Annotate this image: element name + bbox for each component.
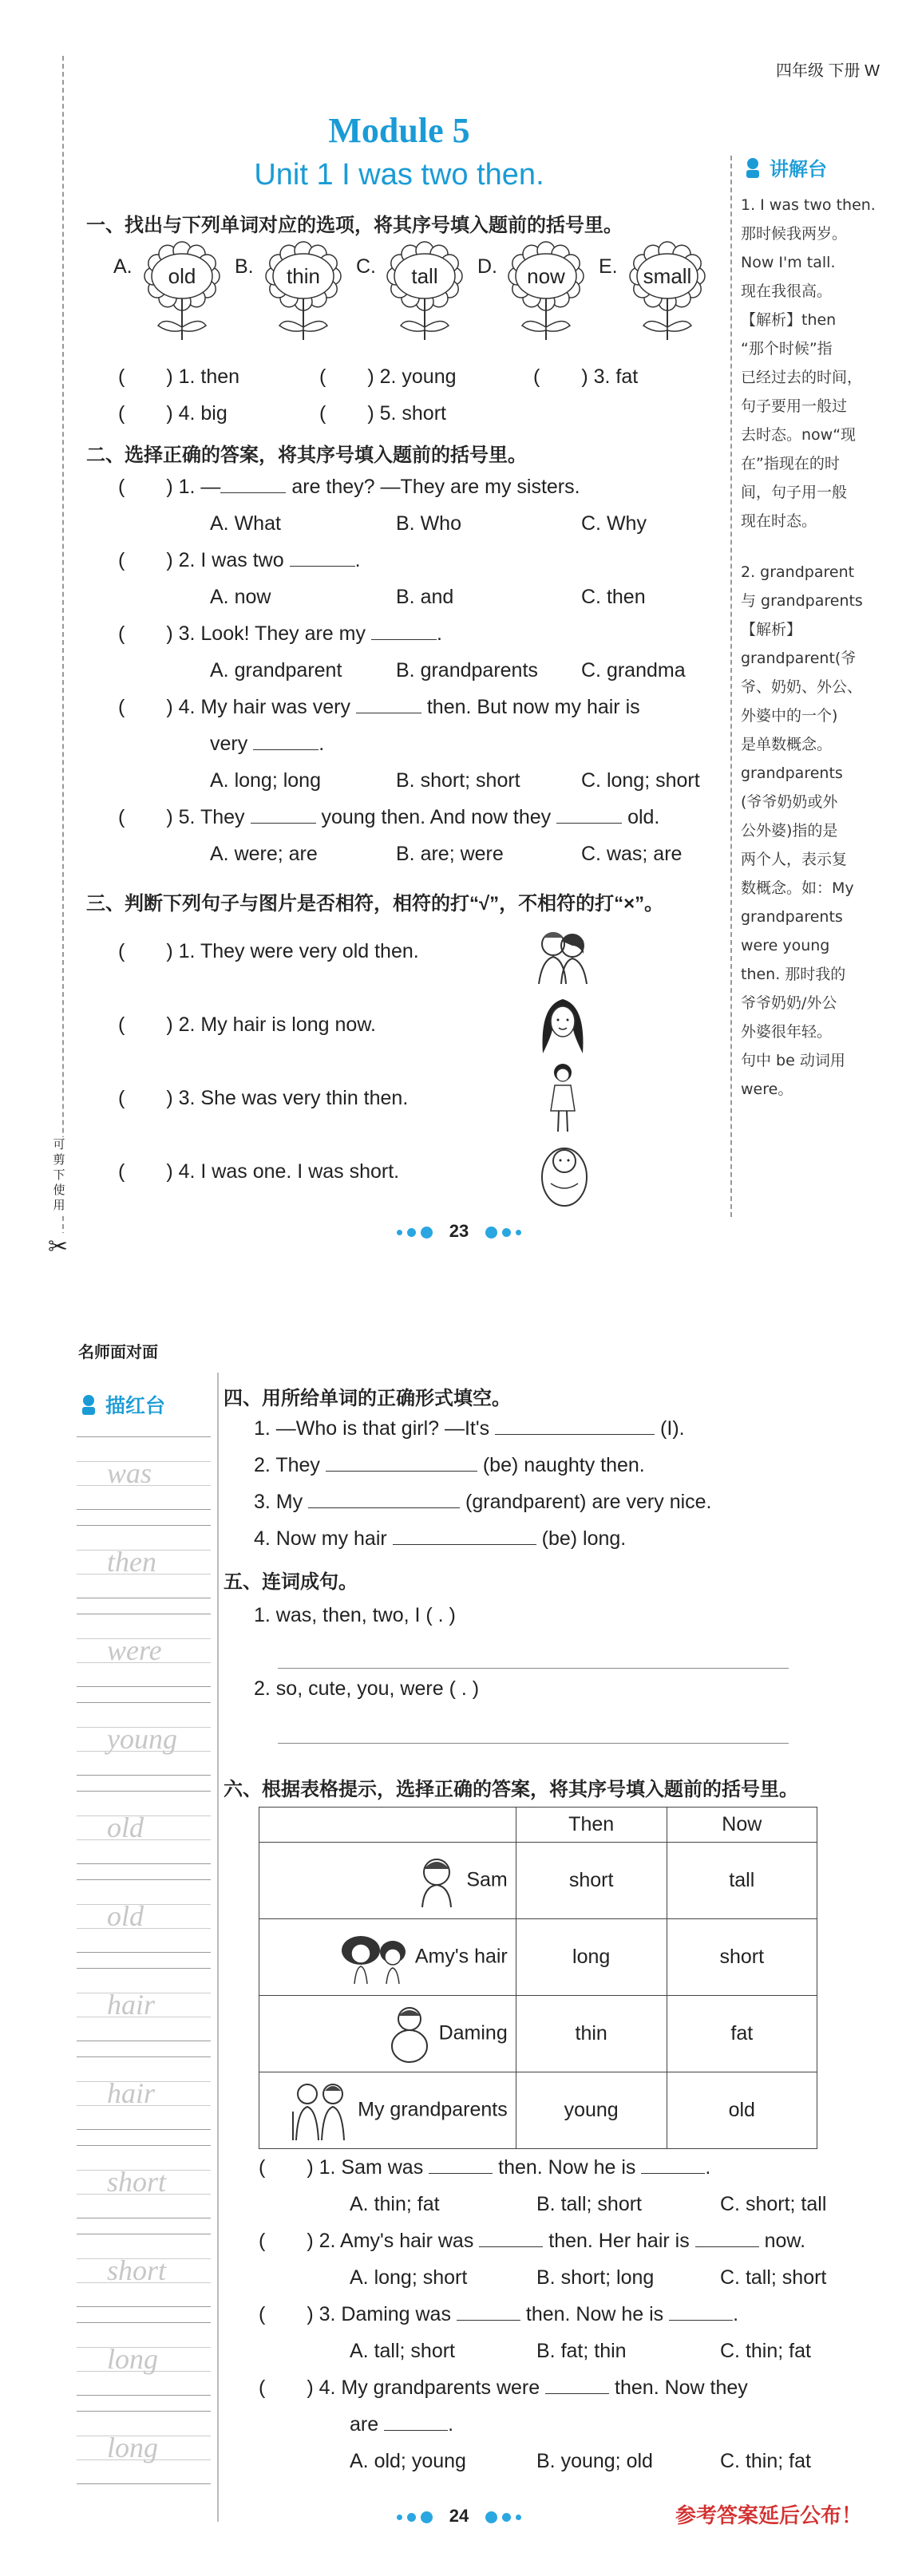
trace-word: were bbox=[107, 1634, 162, 1666]
s3-item-3: ( ) 3. She was very thin then. bbox=[118, 1087, 409, 1109]
q-text: then. Her hair is bbox=[543, 2230, 690, 2252]
q-text: 4. My grandparents were bbox=[319, 2376, 540, 2399]
answer-blank[interactable] bbox=[545, 2393, 609, 2394]
trace-panel bbox=[77, 1436, 211, 2499]
q-text: . bbox=[319, 733, 325, 755]
explanation-line: 句子要用一般过 bbox=[741, 397, 848, 415]
baby-picture bbox=[536, 1137, 592, 1209]
q-text: . bbox=[705, 2156, 711, 2179]
table-header-cell: Now bbox=[667, 1808, 817, 1843]
explanation-line: 【解析】 bbox=[741, 621, 802, 638]
option-b: B. Who bbox=[396, 512, 461, 535]
option-c: C. tall; short bbox=[720, 2266, 827, 2289]
q-text: (grandparent) are very nice. bbox=[460, 1491, 712, 1513]
s6-q3: ( ) 3. Daming was then. Now he is . bbox=[259, 2303, 739, 2325]
explanation-line: 去时态。now“现 bbox=[741, 426, 857, 444]
explanation-line: 句中 be 动词用 bbox=[741, 1052, 845, 1069]
dots-right bbox=[483, 1221, 524, 1241]
answer-blank[interactable] bbox=[220, 492, 286, 493]
guide-line bbox=[77, 1952, 211, 1953]
column-divider bbox=[217, 1373, 219, 2522]
q-text: 3. She was very thin then. bbox=[178, 1087, 409, 1109]
dots-right bbox=[483, 2506, 524, 2526]
q-text: 1. — bbox=[178, 476, 221, 498]
s5-item-2: 2. so, cute, you, were ( . ) bbox=[254, 1677, 480, 1700]
answer-blank[interactable] bbox=[393, 1544, 536, 1545]
flower-word: old bbox=[168, 264, 196, 288]
panel-header bbox=[741, 153, 904, 181]
q-text: (I). bbox=[655, 1417, 685, 1440]
name-label: Daming bbox=[438, 2021, 508, 2045]
flower-word: now bbox=[527, 264, 565, 288]
s6-q1: ( ) 1. Sam was then. Now he is . bbox=[259, 2156, 711, 2179]
table-name-cell bbox=[259, 1843, 516, 1919]
answer-blank[interactable] bbox=[371, 639, 437, 640]
q-text: then. Now he is bbox=[520, 2303, 664, 2325]
page-number-text: 24 bbox=[449, 2506, 469, 2526]
trace-word: short bbox=[107, 2254, 167, 2286]
grandparents-icon bbox=[288, 2080, 352, 2142]
table-row bbox=[259, 1843, 817, 1919]
explanation-line: 两个人，表示复 bbox=[741, 851, 848, 868]
explanation-line: grandparents bbox=[741, 908, 843, 926]
q-text: 4. My hair was very bbox=[178, 696, 350, 718]
page-number bbox=[0, 1221, 918, 1242]
explanation-line: 公外婆)指的是 bbox=[741, 822, 838, 840]
flower-icon bbox=[259, 239, 348, 343]
answer-blank[interactable] bbox=[556, 823, 622, 824]
thin-girl-picture bbox=[543, 1061, 583, 1137]
q-text: 1. Sam was bbox=[319, 2156, 424, 2179]
answer-blank[interactable] bbox=[641, 2173, 705, 2174]
s1-row1c: ( ) 3. fat bbox=[533, 365, 639, 388]
option-letter: E. bbox=[599, 255, 618, 278]
trace-word: short bbox=[107, 2166, 167, 2198]
s1-item-4: 4. big bbox=[178, 402, 228, 425]
trace-row[interactable] bbox=[77, 1525, 211, 1614]
trace-word: hair bbox=[107, 2077, 156, 2109]
answer-blank[interactable] bbox=[253, 749, 319, 750]
trace-panel-header bbox=[77, 1390, 165, 1419]
explanation-line: 外婆中的一个) bbox=[741, 707, 838, 725]
option-b: B. and bbox=[396, 586, 454, 608]
q-text: 1. They were very old then. bbox=[178, 940, 419, 962]
section6-title: 六、根据表格提示，选择正确的答案，将其序号填入题前的括号里。 bbox=[224, 1779, 798, 1800]
explanation-line: 外婆很年轻。 bbox=[741, 1023, 833, 1041]
answer-blank[interactable] bbox=[429, 2173, 493, 2174]
grade-label: 四年级 下册 W bbox=[776, 62, 880, 80]
guide-line bbox=[77, 2129, 211, 2130]
answer-blank[interactable] bbox=[251, 823, 316, 824]
answer-blank[interactable] bbox=[384, 2430, 448, 2431]
s2-q4: ( ) 4. My hair was very then. But now my hair is bbox=[118, 696, 640, 718]
table-header-cell bbox=[259, 1808, 516, 1843]
panel-text bbox=[741, 191, 904, 1104]
now-cell: fat bbox=[667, 1996, 817, 2072]
option-b: B. fat; thin bbox=[536, 2340, 627, 2362]
option-a: A. long; short bbox=[350, 2266, 468, 2289]
answer-blank[interactable] bbox=[290, 566, 355, 567]
explanation-panel bbox=[741, 153, 904, 1104]
flower-icon bbox=[380, 239, 469, 343]
explanation-line: 是单数概念。 bbox=[741, 736, 833, 753]
s4-item-1 bbox=[254, 1417, 685, 1440]
explanation-line: 现在时态。 bbox=[741, 512, 817, 530]
s4-item-3 bbox=[254, 1491, 712, 1514]
flower-icon bbox=[501, 239, 591, 343]
flower-word: small bbox=[643, 264, 692, 288]
table-name-cell bbox=[259, 1919, 516, 1996]
explanation-line: (爷爷奶奶或外 bbox=[741, 793, 838, 811]
flower-icon bbox=[623, 239, 712, 343]
explanation-line: were。 bbox=[741, 1081, 793, 1098]
trace-row[interactable] bbox=[77, 2234, 211, 2322]
answer-blank[interactable] bbox=[326, 1471, 477, 1472]
s6-q4: ( ) 4. My grandparents were then. Now they bbox=[259, 2376, 748, 2399]
explanation-line: 在”指现在的时 bbox=[741, 455, 840, 472]
name-label: Amy's hair bbox=[414, 1945, 508, 1968]
s1-row2: ( ) 4. big bbox=[118, 402, 228, 425]
trace-row[interactable] bbox=[77, 1702, 211, 1791]
s1-row1b: ( ) 2. young bbox=[319, 365, 457, 388]
trace-row[interactable] bbox=[77, 1879, 211, 1968]
option-b: B. tall; short bbox=[536, 2193, 642, 2215]
s2-q5: ( ) 5. They young then. And now they old. bbox=[118, 806, 660, 828]
table-row bbox=[259, 1996, 817, 2072]
guide-line bbox=[77, 2395, 211, 2396]
section1-title: 一、找出与下列单词对应的选项，将其序号填入题前的括号里。 bbox=[86, 215, 623, 236]
trace-word: long bbox=[107, 2343, 159, 2375]
flower-options bbox=[113, 239, 728, 359]
section5-title: 五、连词成句。 bbox=[224, 1571, 358, 1593]
q-text: 5. They bbox=[178, 806, 245, 828]
explanation-line: 爷爷奶奶/外公 bbox=[741, 994, 837, 1012]
q-text: . bbox=[448, 2413, 454, 2436]
then-cell: short bbox=[516, 1843, 667, 1919]
then-cell: thin bbox=[516, 1996, 667, 2072]
s1-row2b: ( ) 5. short bbox=[319, 402, 446, 425]
s4-item-4 bbox=[254, 1527, 626, 1551]
s3-item-2: ( ) 2. My hair is long now. bbox=[118, 1013, 376, 1036]
trace-row[interactable] bbox=[77, 2322, 211, 2411]
guide-line bbox=[77, 1509, 211, 1510]
cut-hint: 可剪下使用 bbox=[51, 1137, 67, 1213]
explanation-line: 爷、奶奶、外公、 bbox=[741, 678, 863, 696]
table-header-row bbox=[259, 1808, 817, 1843]
q-text: old. bbox=[622, 806, 660, 828]
option-b: B. short; short bbox=[396, 769, 520, 792]
q-text: then. Now they bbox=[609, 2376, 748, 2399]
option-c: C. was; are bbox=[581, 843, 683, 865]
option-letter: B. bbox=[235, 255, 254, 278]
page-number-text: 23 bbox=[449, 1221, 469, 1241]
name-label: My grandparents bbox=[358, 2098, 508, 2121]
module-title: Module 5 bbox=[328, 111, 470, 150]
q-text: . bbox=[733, 2303, 739, 2325]
book-header: 名师面对面 bbox=[78, 1344, 158, 1361]
option-a: A. tall; short bbox=[350, 2340, 455, 2362]
q-text: . bbox=[354, 549, 361, 571]
q-text: . bbox=[436, 622, 442, 645]
s1-item-3: 3. fat bbox=[593, 365, 639, 388]
explanation-line: 现在我很高。 bbox=[741, 282, 833, 300]
option-b: B. grandparents bbox=[396, 659, 538, 682]
option-a: A. old; young bbox=[350, 2450, 466, 2472]
table-name-cell bbox=[259, 1996, 516, 2072]
s3-item-1: ( ) 1. They were very old then. bbox=[118, 940, 419, 962]
trace-word: then bbox=[107, 1546, 156, 1578]
q-text: 3. Daming was bbox=[319, 2303, 451, 2325]
q-text: 2. I was two bbox=[178, 549, 284, 571]
explanation-line: 数概念。如：My bbox=[741, 879, 854, 897]
explanation-line: 2. grandparent bbox=[741, 563, 855, 581]
trace-panel-title: 描红台 bbox=[105, 1395, 166, 1417]
panel-title: 讲解台 bbox=[770, 159, 827, 180]
page-23 bbox=[0, 0, 918, 1277]
trace-word: old bbox=[107, 1811, 144, 1843]
explanation-line: 间，句子用一般 bbox=[741, 484, 848, 501]
option-c: C. thin; fat bbox=[720, 2450, 811, 2472]
explanation-line: “那个时候”指 bbox=[741, 340, 833, 358]
q-text: then. But now my hair is bbox=[421, 696, 640, 718]
s6-q4-line2 bbox=[350, 2413, 453, 2436]
s5-answer-line-2[interactable] bbox=[278, 1743, 789, 1744]
option-c: C. Why bbox=[581, 512, 647, 535]
answer-blank[interactable] bbox=[695, 2246, 759, 2247]
answer-note: 参考答案延后公布！ bbox=[675, 2503, 862, 2527]
answer-blank[interactable] bbox=[308, 1507, 460, 1508]
s4-item-2 bbox=[254, 1454, 645, 1477]
teacher-icon bbox=[77, 1393, 101, 1416]
q-text: very bbox=[210, 733, 248, 755]
guide-line bbox=[77, 1863, 211, 1864]
boy-sam-icon bbox=[413, 1853, 461, 1909]
then-cell: long bbox=[516, 1919, 667, 1996]
option-b: B. are; were bbox=[396, 843, 504, 865]
trace-row[interactable] bbox=[77, 2411, 211, 2499]
trace-row[interactable] bbox=[77, 1791, 211, 1879]
explanation-line: were young bbox=[741, 937, 830, 954]
guide-line bbox=[77, 2306, 211, 2307]
guide-line bbox=[77, 1686, 211, 1687]
guide-line bbox=[77, 1775, 211, 1776]
flower-word: thin bbox=[287, 264, 320, 288]
side-divider bbox=[730, 156, 732, 1217]
amy-hair-icon bbox=[338, 1930, 410, 1985]
dots-left bbox=[394, 1221, 435, 1241]
option-a: A. thin; fat bbox=[350, 2193, 440, 2215]
explanation-line: 那时候我两岁。 bbox=[741, 225, 848, 243]
option-c: C. short; tall bbox=[720, 2193, 827, 2215]
flower-icon bbox=[137, 239, 227, 343]
comparison-table bbox=[259, 1807, 817, 2149]
now-cell: old bbox=[667, 2072, 817, 2149]
q-text: young then. And now they bbox=[315, 806, 552, 828]
section3-title: 三、判断下列句子与图片是否相符，相符的打“√”，不相符的打“×”。 bbox=[86, 893, 664, 915]
section2-title: 二、选择正确的答案，将其序号填入题前的括号里。 bbox=[86, 444, 527, 466]
s1-item-2: 2. young bbox=[379, 365, 457, 388]
trace-row[interactable] bbox=[77, 2145, 211, 2234]
option-letter: A. bbox=[113, 255, 133, 278]
option-a: A. were; are bbox=[210, 843, 318, 865]
explanation-line: Now I'm tall. bbox=[741, 254, 836, 271]
s5-answer-line-1[interactable] bbox=[278, 1668, 789, 1669]
s1-item-5: 5. short bbox=[379, 402, 446, 425]
option-letter: D. bbox=[477, 255, 497, 278]
table-row bbox=[259, 1919, 817, 1996]
option-a: A. long; long bbox=[210, 769, 321, 792]
option-letter: C. bbox=[356, 255, 376, 278]
old-couple-picture bbox=[531, 922, 595, 986]
name-label: Sam bbox=[466, 1868, 508, 1891]
q-text: 3. My bbox=[254, 1491, 303, 1513]
option-b: B. young; old bbox=[536, 2450, 653, 2472]
answer-blank[interactable] bbox=[457, 2320, 520, 2321]
option-a: A. now bbox=[210, 586, 271, 608]
explanation-line: 1. I was two then. bbox=[741, 196, 876, 214]
table-header-cell: Then bbox=[516, 1808, 667, 1843]
option-c: C. long; short bbox=[581, 769, 700, 792]
q-text: 1. —Who is that girl? —It's bbox=[254, 1417, 490, 1440]
q-text: are bbox=[350, 2413, 379, 2436]
q-text: now. bbox=[758, 2230, 806, 2252]
explanation-line: grandparent(爷 bbox=[741, 650, 857, 667]
table-name-cell bbox=[259, 2072, 516, 2149]
teacher-icon bbox=[741, 156, 765, 180]
q-text: are they? —They are my sisters. bbox=[286, 476, 580, 498]
then-cell: young bbox=[516, 2072, 667, 2149]
trace-row[interactable] bbox=[77, 1436, 211, 1525]
explanation-line: 已经过去的时间， bbox=[741, 369, 863, 386]
s2-q2: ( ) 2. I was two . bbox=[118, 549, 361, 571]
s2-q4-line2 bbox=[210, 733, 324, 756]
trace-word: young bbox=[107, 1723, 177, 1755]
s3-item-4: ( ) 4. I was one. I was short. bbox=[118, 1160, 400, 1183]
option-c: C. then bbox=[581, 586, 646, 608]
trace-row[interactable] bbox=[77, 1968, 211, 2056]
now-cell: tall bbox=[667, 1843, 817, 1919]
trace-word: old bbox=[107, 1900, 144, 1932]
option-a: A. grandparent bbox=[210, 659, 342, 682]
s5-item-1: 1. was, then, two, I ( . ) bbox=[254, 1604, 456, 1626]
answer-blank[interactable] bbox=[479, 2246, 543, 2247]
unit-title: Unit 1 I was two then. bbox=[254, 158, 544, 192]
q-text: 2. They bbox=[254, 1454, 320, 1476]
s1-item-1: 1. then bbox=[178, 365, 240, 388]
section4-title: 四、用所给单词的正确形式填空。 bbox=[224, 1388, 511, 1409]
long-hair-girl-picture bbox=[535, 990, 591, 1065]
explanation-line bbox=[741, 535, 904, 558]
guide-line bbox=[77, 2483, 211, 2484]
option-c: C. thin; fat bbox=[720, 2340, 811, 2362]
cut-line bbox=[62, 56, 64, 1245]
trace-word: long bbox=[107, 2432, 159, 2463]
option-c: C. grandma bbox=[581, 659, 686, 682]
q-text: 4. Now my hair bbox=[254, 1527, 387, 1550]
trace-row[interactable] bbox=[77, 1614, 211, 1702]
q-text: 3. Look! They are my bbox=[178, 622, 366, 645]
now-cell: short bbox=[667, 1919, 817, 1996]
q-text: 2. My hair is long now. bbox=[178, 1013, 376, 1036]
table-row bbox=[259, 2072, 817, 2149]
explanation-line: grandparents bbox=[741, 765, 843, 782]
answer-blank[interactable] bbox=[495, 1434, 655, 1435]
option-a: A. What bbox=[210, 512, 281, 535]
q-text: (be) naughty then. bbox=[477, 1454, 645, 1476]
trace-word: hair bbox=[107, 1989, 156, 2021]
q-text: (be) long. bbox=[536, 1527, 627, 1550]
option-b: B. short; long bbox=[536, 2266, 655, 2289]
dots-left bbox=[394, 2506, 435, 2526]
answer-blank[interactable] bbox=[669, 2320, 733, 2321]
flower-word: tall bbox=[411, 264, 438, 288]
s2-q3: ( ) 3. Look! They are my . bbox=[118, 622, 442, 645]
explanation-line: then. 那时我的 bbox=[741, 966, 846, 983]
q-text: 4. I was one. I was short. bbox=[178, 1160, 400, 1183]
s6-q2: ( ) 2. Amy's hair was then. Her hair is now. bbox=[259, 2230, 806, 2252]
s2-q1: ( ) 1. — are they? —They are my sisters. bbox=[118, 476, 580, 498]
trace-word: was bbox=[107, 1457, 152, 1489]
page-24 bbox=[0, 1277, 918, 2576]
boy-daming-icon bbox=[386, 2003, 433, 2065]
trace-row[interactable] bbox=[77, 2056, 211, 2145]
scissors-icon: ✂ bbox=[48, 1234, 69, 1260]
explanation-line: 【解析】then bbox=[741, 311, 837, 329]
s1-row1: ( ) 1. then bbox=[118, 365, 240, 388]
q-text: then. Now he is bbox=[493, 2156, 636, 2179]
q-text: 2. Amy's hair was bbox=[319, 2230, 474, 2252]
explanation-line: 与 grandparents bbox=[741, 592, 863, 610]
